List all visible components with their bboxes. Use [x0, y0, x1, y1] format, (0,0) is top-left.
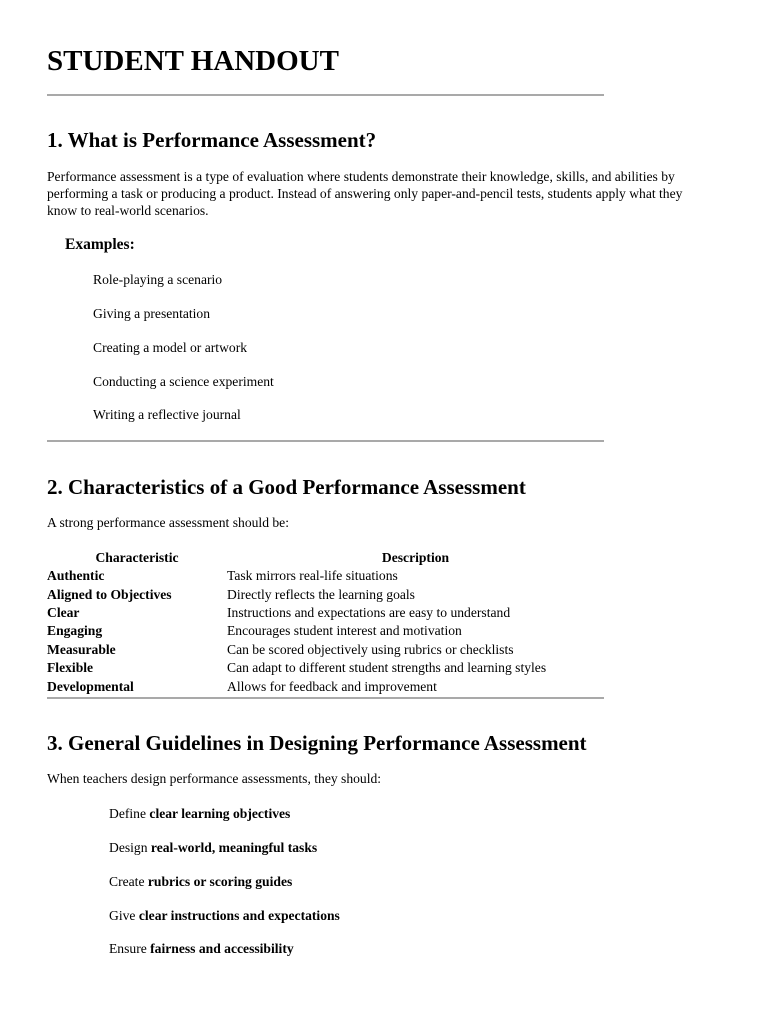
example-item: Role-playing a scenario: [93, 272, 223, 287]
guideline-emphasis: fairness and accessibility: [150, 941, 294, 956]
guideline-item: [109, 907, 340, 924]
characteristic-cell: Aligned to Objectives: [47, 586, 172, 602]
characteristic-cell: Flexible: [47, 660, 94, 676]
section-2-intro: A strong performance assessment should be:: [47, 515, 289, 530]
guideline-verb: Create: [109, 874, 145, 889]
description-cell: Task mirrors real-life situations: [227, 568, 398, 584]
section-2-heading: 2. Characteristics of a Good Performance Assessment: [47, 475, 526, 499]
guideline-verb: Ensure: [109, 941, 147, 956]
page-title: STUDENT HANDOUT: [47, 45, 339, 77]
table-header-row: [47, 548, 604, 567]
column-header-characteristic: Characteristic: [95, 549, 179, 565]
example-item: Giving a presentation: [93, 306, 211, 321]
guideline-emphasis: clear learning objectives: [149, 806, 291, 821]
description-cell: Can be scored objectively using rubrics or checklists: [227, 641, 514, 657]
example-item: Creating a model or artwork: [93, 340, 248, 355]
description-cell: Can adapt to different student strengths and learning styles: [227, 660, 547, 676]
example-item: Writing a reflective journal: [93, 407, 241, 422]
section-1-heading: 1. What is Performance Assessment?: [47, 128, 377, 152]
characteristic-cell: Clear: [47, 604, 80, 620]
description-cell: Instructions and expectations are easy to understand: [227, 604, 511, 620]
guideline-emphasis: clear instructions and expectations: [138, 908, 340, 923]
table-row: [47, 604, 604, 622]
guideline-verb: Define: [109, 806, 146, 821]
description-cell: Allows for feedback and improvement: [227, 678, 437, 694]
characteristic-cell: Authentic: [47, 568, 105, 584]
guideline-item: [109, 805, 290, 822]
table-row: [47, 567, 604, 585]
characteristic-cell: Developmental: [47, 678, 134, 694]
guideline-item: [109, 873, 292, 890]
table-row: [47, 585, 604, 603]
divider: [47, 697, 604, 699]
divider: [47, 440, 604, 442]
guideline-emphasis: rubrics or scoring guides: [147, 874, 293, 889]
table-row: [47, 641, 604, 659]
divider: [47, 94, 604, 96]
description-cell: Directly reflects the learning goals: [227, 586, 415, 602]
guideline-verb: Design: [109, 840, 148, 855]
table-row: [47, 677, 604, 695]
characteristic-cell: Engaging: [47, 623, 103, 639]
example-item: Conducting a science experiment: [93, 374, 274, 389]
column-header-description: Description: [381, 549, 450, 565]
characteristics-table: [47, 548, 604, 696]
guideline-emphasis: real-world, meaningful tasks: [150, 840, 318, 855]
section-3-heading: 3. General Guidelines in Designing Performance Assessment: [47, 731, 587, 755]
characteristic-cell: Measurable: [47, 641, 116, 657]
guideline-item: [109, 940, 294, 957]
guideline-verb: Give: [109, 908, 136, 923]
section-3-intro: When teachers design performance assessments, they should:: [47, 771, 382, 786]
examples-label: Examples:: [65, 236, 135, 253]
description-cell: Encourages student interest and motivation: [227, 623, 462, 639]
section-1-paragraph: Performance assessment is a type of evaluation where students demonstrate their knowledge, skills, and abilities by performing a task or producing a product. Instead of answering only paper-and-pencil tests, students apply what they know to real-world scenarios.: [47, 169, 683, 218]
table-row: [47, 659, 604, 677]
guideline-item: [109, 839, 317, 856]
table-row: [47, 622, 604, 640]
